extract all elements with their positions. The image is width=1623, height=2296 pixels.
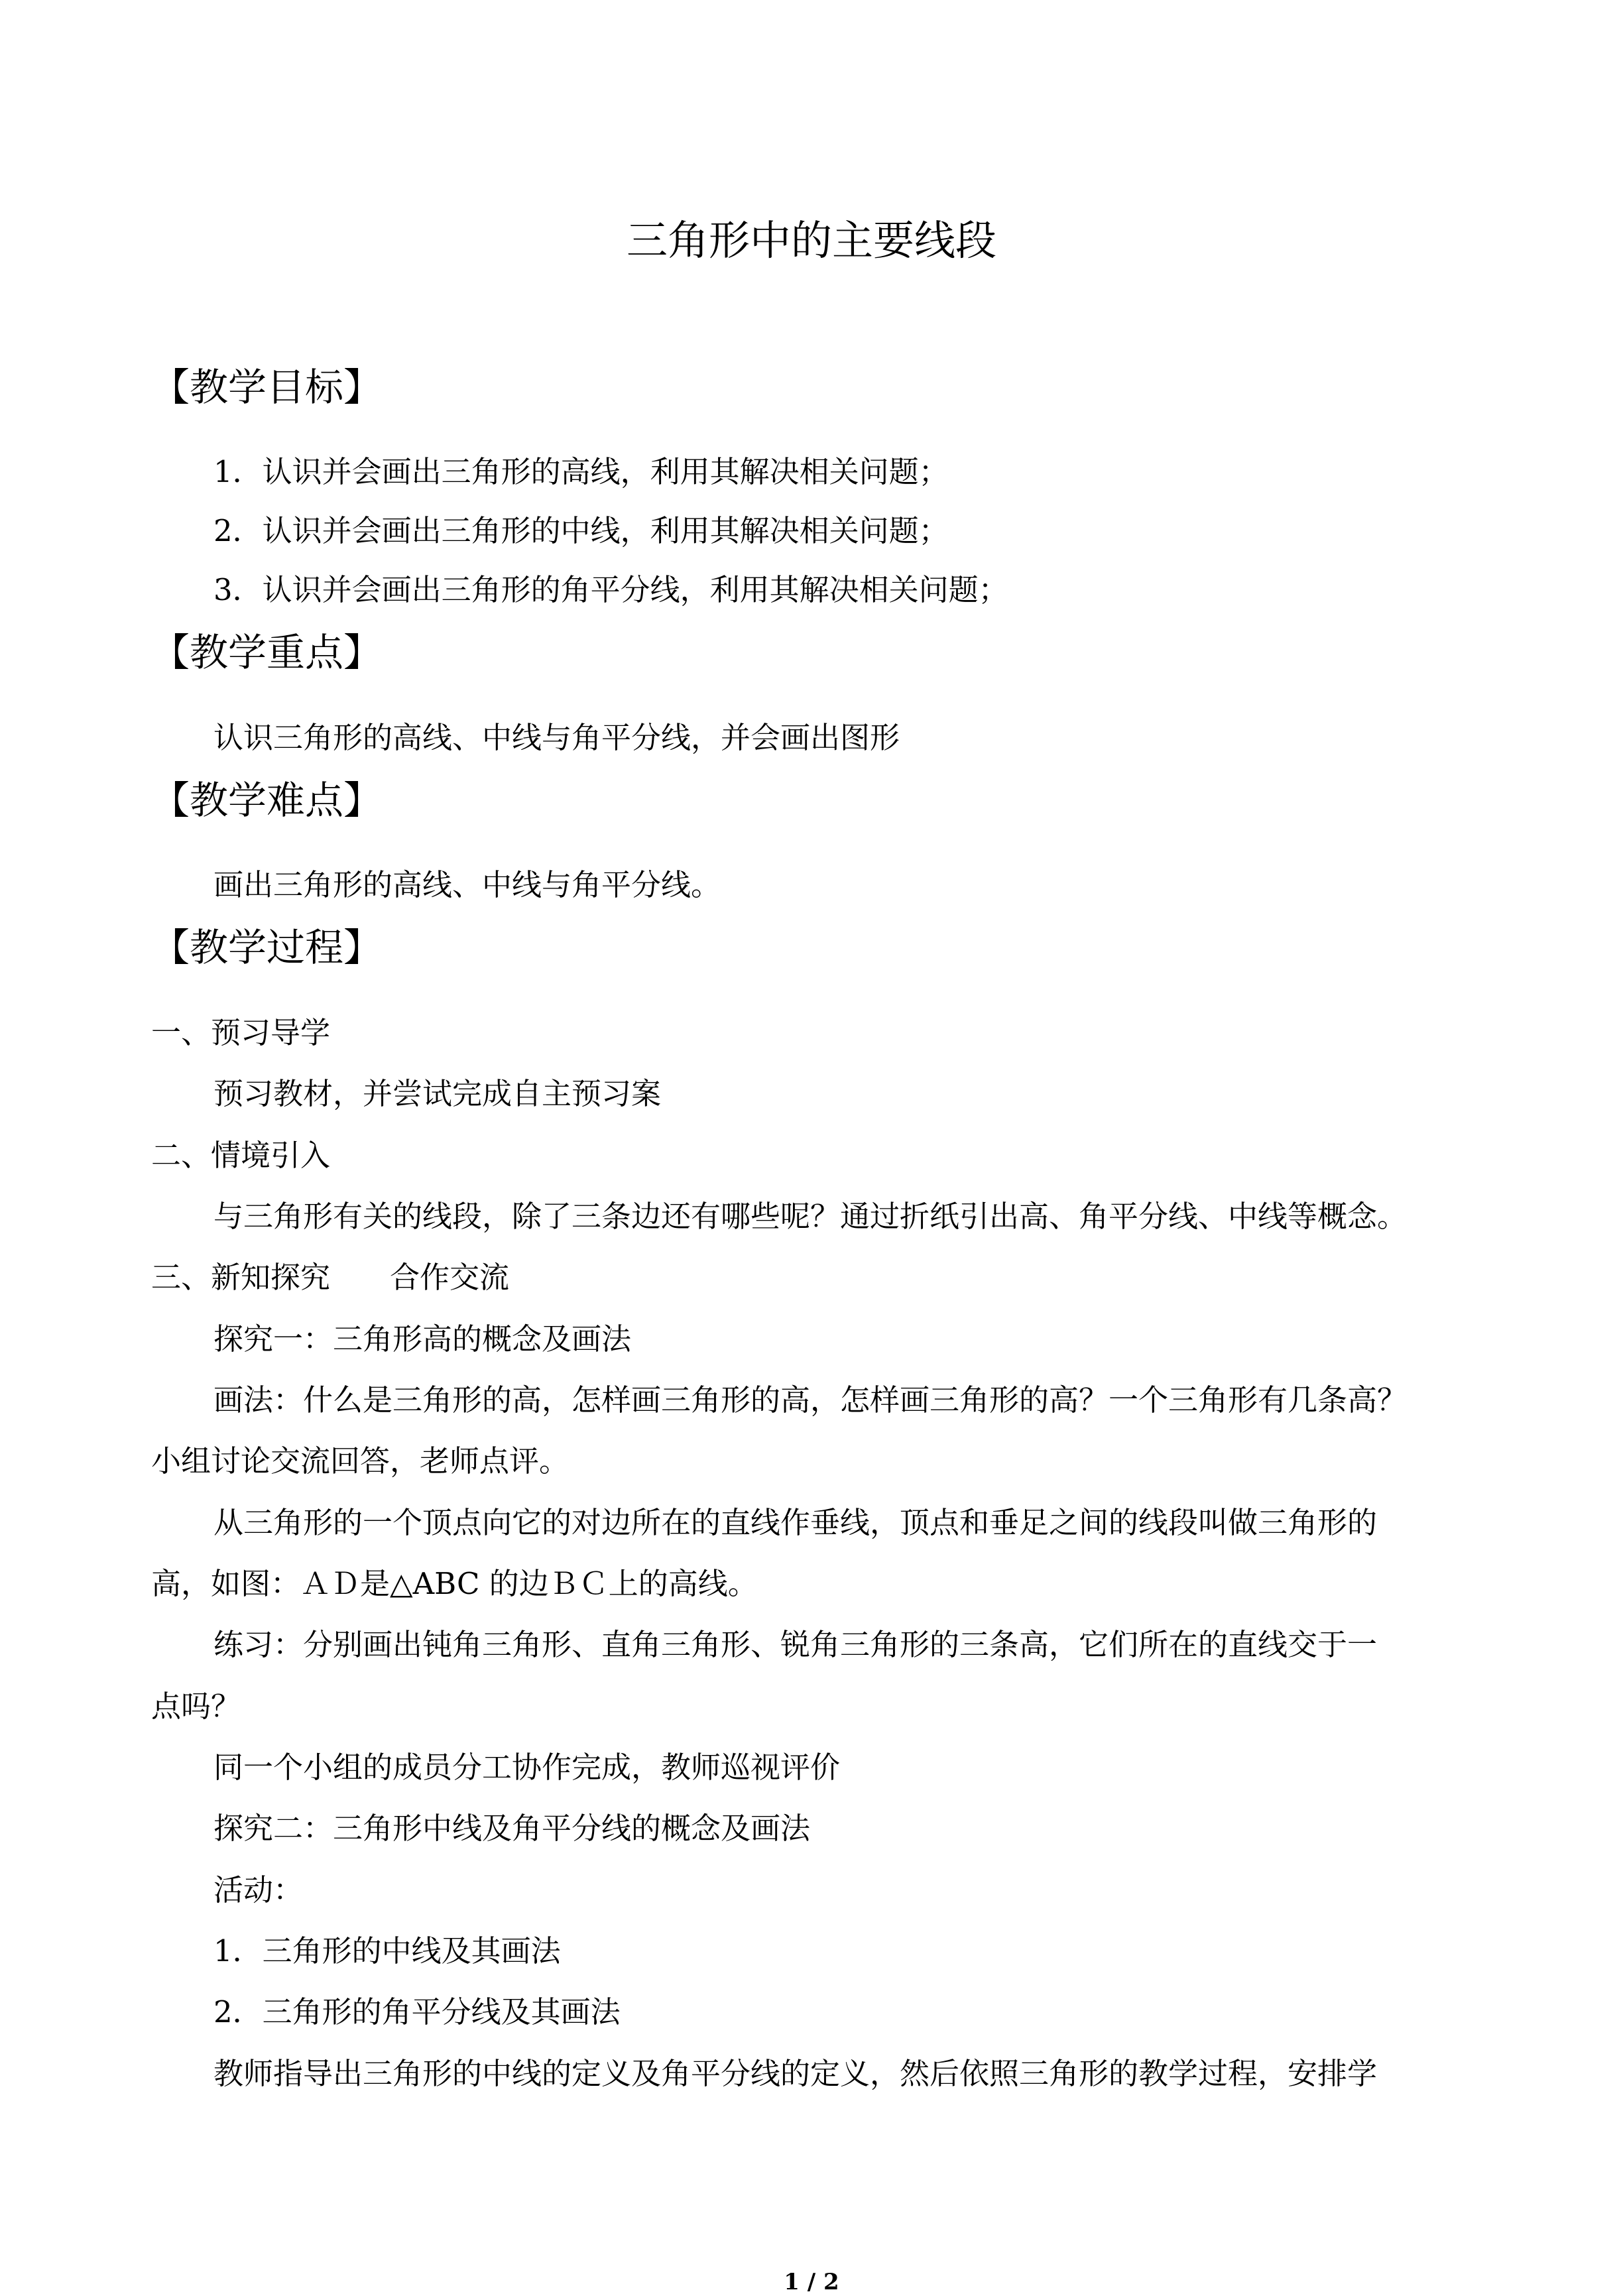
paragraph-line: 高，如图：ＡＤ是△ABC 的边ＢＣ上的高线。 <box>151 1566 758 1601</box>
paragraph-line: 画法：什么是三角形的高，怎样画三角形的高，怎样画三角形的高？一个三角形有几条高？ <box>213 1382 1408 1418</box>
paragraph-line: 教师指导出三角形的中线的定义及角平分线的定义，然后依照三角形的教学过程，安排学 <box>213 2056 1378 2091</box>
difficulties-text: 画出三角形的高线、中线与角平分线。 <box>213 867 721 902</box>
paragraph-line: 小组讨论交流回答，老师点评。 <box>151 1443 570 1479</box>
step-heading: 三、新知探究 合作交流 <box>151 1260 510 1295</box>
section-heading-process: 【教学过程】 <box>151 925 383 970</box>
objective-item: 3．认识并会画出三角形的角平分线，利用其解决相关问题； <box>213 572 1008 607</box>
key-points-text: 认识三角形的高线、中线与角平分线，并会画出图形 <box>213 720 900 755</box>
paragraph-line: 同一个小组的成员分工协作完成，教师巡视评价 <box>213 1750 841 1785</box>
activity-label: 活动： <box>213 1872 304 1907</box>
explore-title: 探究二：三角形中线及角平分线的概念及画法 <box>213 1811 811 1846</box>
objective-item: 2．认识并会画出三角形的中线，利用其解决相关问题； <box>213 513 949 548</box>
objective-item: 1．认识并会画出三角形的高线，利用其解决相关问题； <box>213 454 949 489</box>
page-title: 三角形中的主要线段 <box>626 216 996 265</box>
explore-title: 探究一：三角形高的概念及画法 <box>213 1321 632 1357</box>
paragraph-line: 练习：分别画出钝角三角形、直角三角形、锐角三角形的三条高，它们所在的直线交于一 <box>213 1627 1378 1662</box>
step-text: 与三角形有关的线段，除了三条边还有哪些呢？通过折纸引出高、角平分线、中线等概念。 <box>213 1199 1408 1234</box>
paragraph-line: 点吗？ <box>151 1689 241 1724</box>
paragraph-line: 从三角形的一个顶点向它的对边所在的直线作垂线，顶点和垂足之间的线段叫做三角形的 <box>213 1505 1378 1540</box>
step-heading: 一、预习导学 <box>151 1015 331 1050</box>
section-heading-difficulties: 【教学难点】 <box>151 778 383 823</box>
activity-item: 1．三角形的中线及其画法 <box>213 1933 561 1968</box>
section-heading-objectives: 【教学目标】 <box>151 365 383 410</box>
step-heading: 二、情境引入 <box>151 1138 331 1173</box>
step-text: 预习教材，并尝试完成自主预习案 <box>213 1076 662 1111</box>
page-number: 1 / 2 <box>784 2269 839 2295</box>
activity-item: 2．三角形的角平分线及其画法 <box>213 1994 621 2029</box>
section-heading-key-points: 【教学重点】 <box>151 630 383 675</box>
